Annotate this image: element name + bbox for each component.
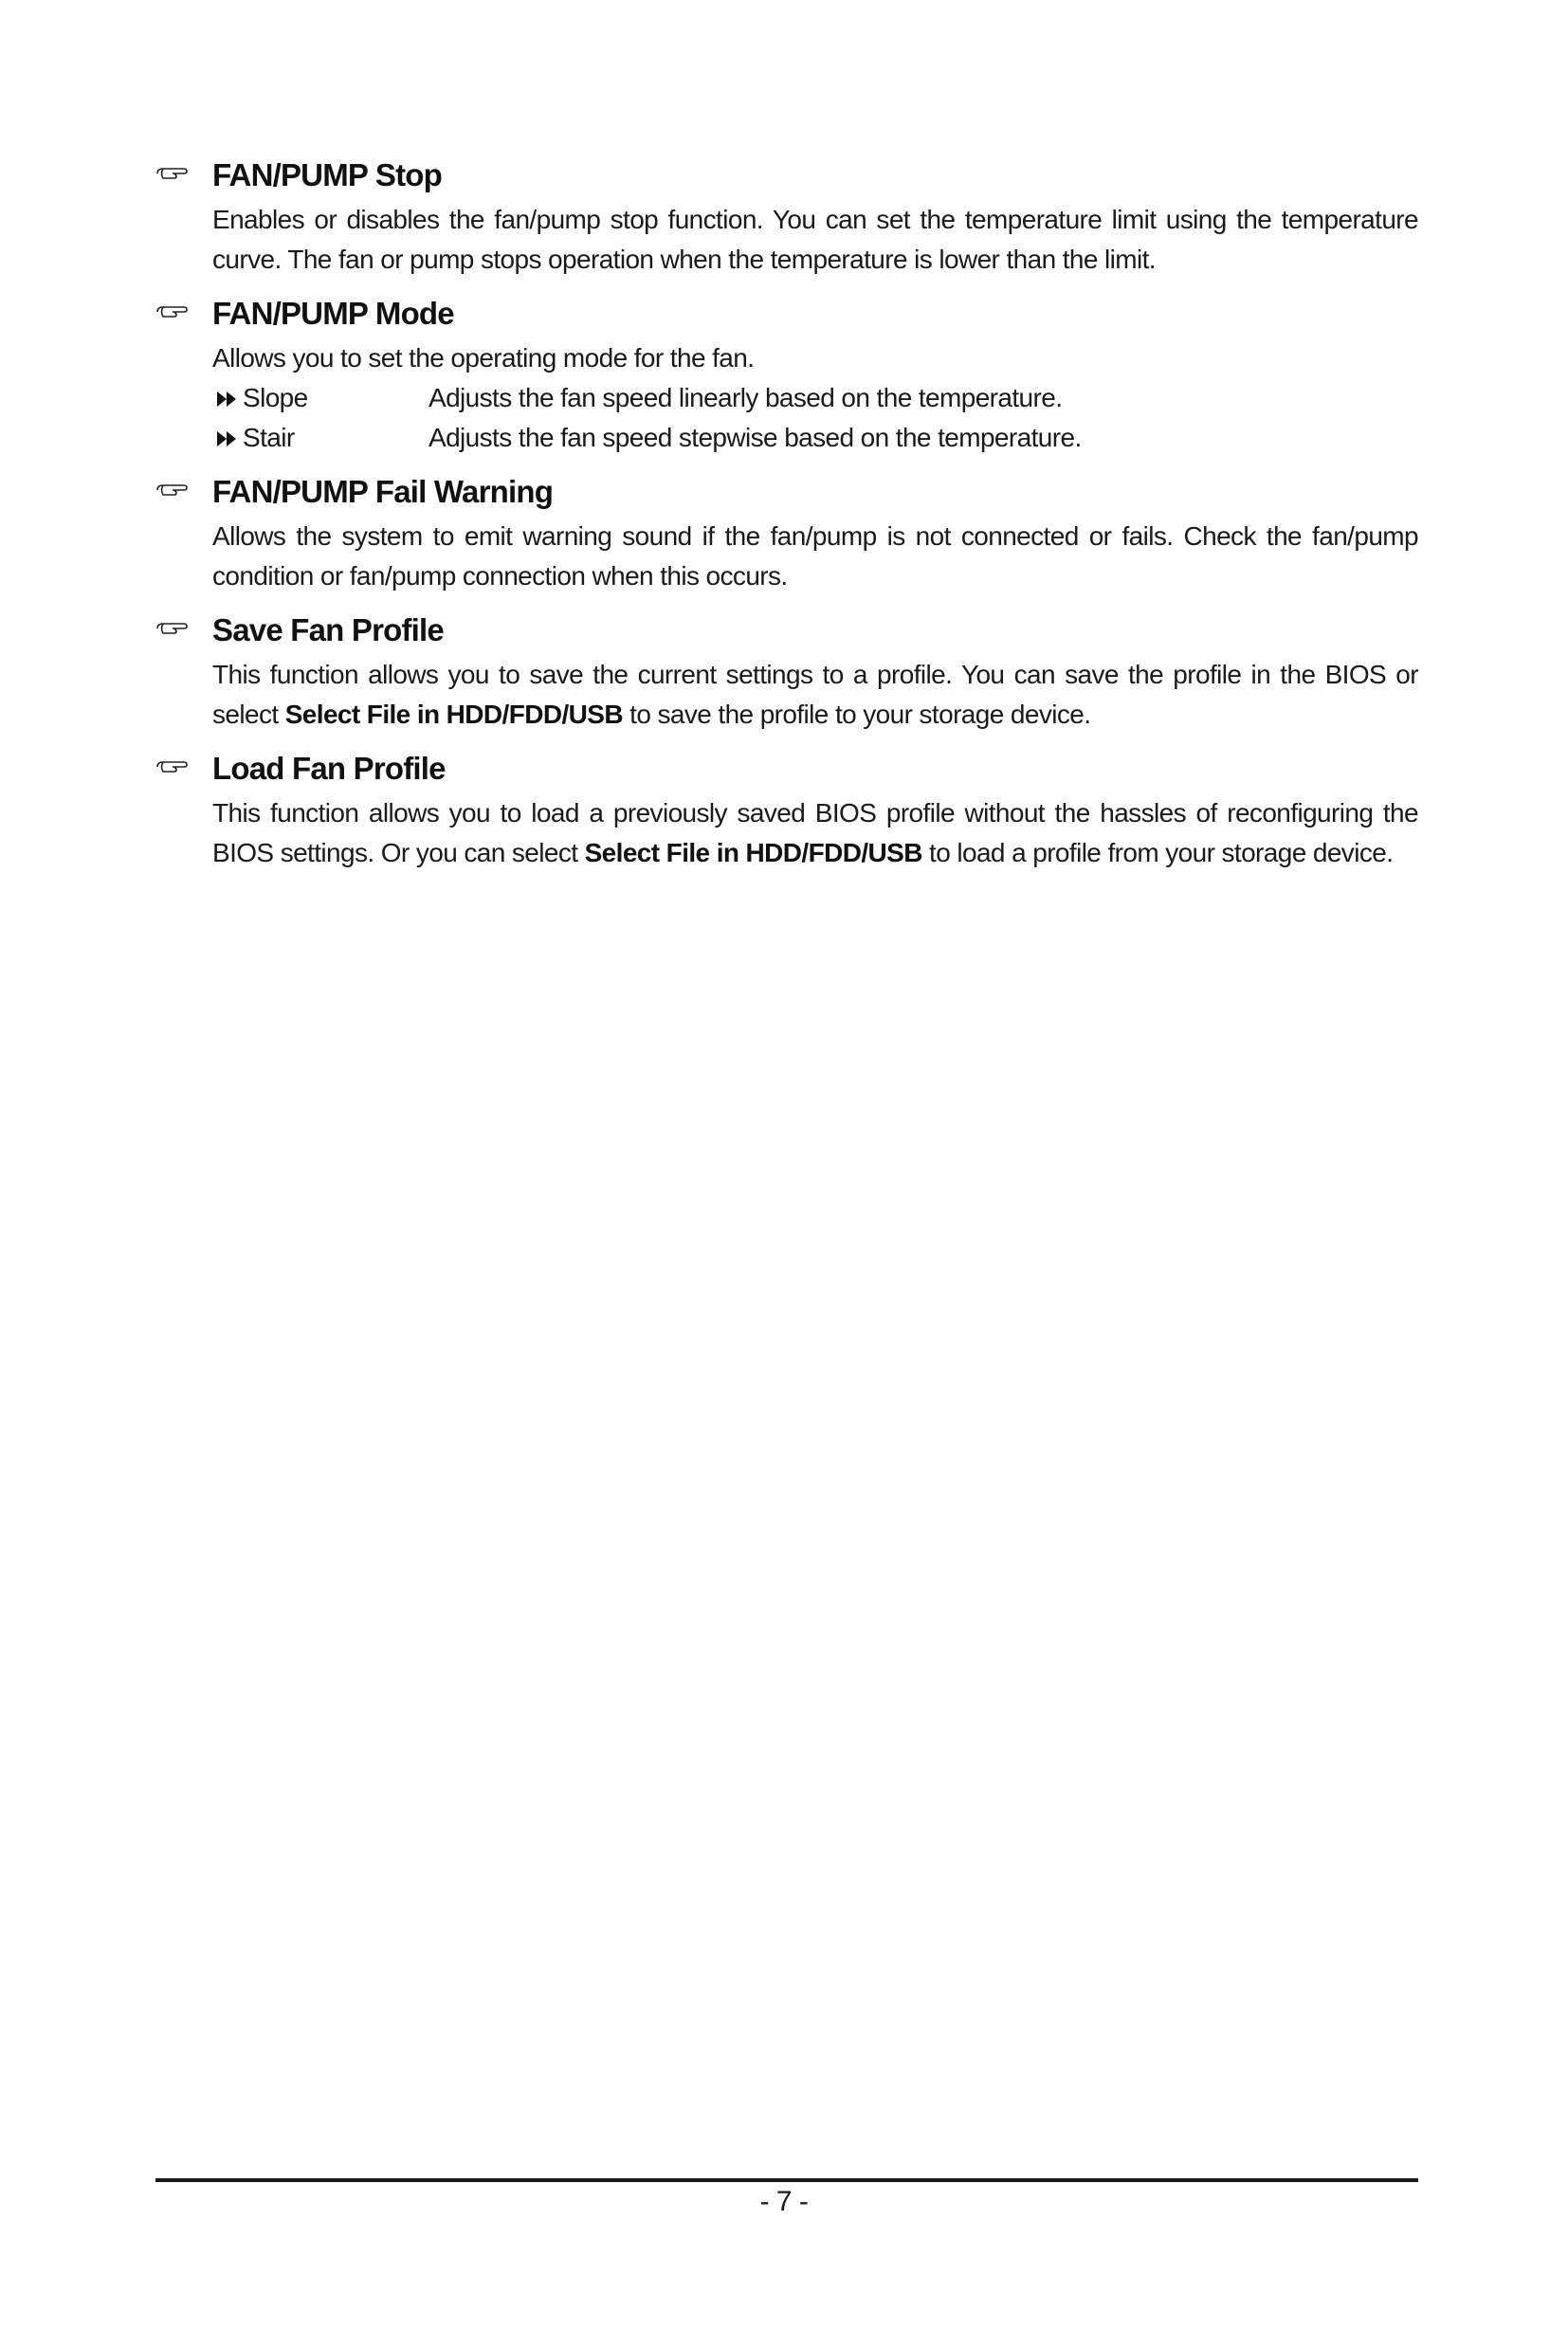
section-save-fan-profile: [155, 610, 1418, 735]
double-arrow-icon: [216, 378, 243, 418]
page-number: - 7 -: [759, 2186, 809, 2217]
section-title: Load Fan Profile: [212, 751, 446, 786]
pointing-hand-icon: [155, 482, 188, 498]
section-paragraph: Allows you to set the operating mode for the fan.: [212, 343, 755, 373]
section-fan-pump-mode: [155, 293, 1418, 458]
option-row-slope: [216, 378, 1418, 418]
section-paragraph: [212, 655, 1418, 735]
section-paragraph: [212, 793, 1418, 873]
section-fan-pump-stop: [155, 155, 1418, 280]
section-paragraph: Allows the system to emit warning sound if the fan/pump is not connected or fails. Check the fan/pump condition or fan/pump connection when this occurs.: [212, 521, 1418, 591]
section-paragraph: Enables or disables the fan/pump stop function. You can set the temperature limit using the temperature curve. The fan or pump stops operation when the temperature is lower than the limit.: [212, 205, 1418, 274]
document-body: [155, 155, 1418, 886]
paragraph-text: to save the profile to your storage device.: [622, 700, 1091, 729]
option-row-stair: [216, 418, 1418, 458]
paragraph-text: to load a profile from your storage device.: [921, 838, 1394, 867]
pointing-hand-icon: [155, 304, 188, 319]
pointing-hand-icon: [155, 621, 188, 636]
section-title: FAN/PUMP Mode: [212, 296, 454, 331]
paragraph-text: This function allows you to load a previously saved BIOS profile without the hassles of reconfiguring the BIOS settings. Or you can select: [212, 798, 1418, 867]
paragraph-bold-term: Select File in HDD/FDD/USB: [584, 838, 922, 867]
option-description: Adjusts the fan speed stepwise based on the temperature.: [428, 423, 1082, 452]
section-load-fan-profile: [155, 748, 1418, 873]
pointing-hand-icon: [155, 759, 188, 774]
pointing-hand-icon: [155, 166, 188, 181]
double-arrow-icon: [216, 418, 243, 458]
option-description: Adjusts the fan speed linearly based on the temperature.: [428, 383, 1063, 412]
paragraph-text: This function allows you to save the current settings to a profile. You can save the profile in the BIOS or select: [212, 660, 1418, 729]
section-fan-pump-fail-warning: [155, 471, 1418, 596]
section-title: FAN/PUMP Fail Warning: [212, 474, 554, 509]
option-name: Slope: [243, 383, 308, 412]
section-title: FAN/PUMP Stop: [212, 157, 442, 192]
paragraph-bold-term: Select File in HDD/FDD/USB: [284, 700, 623, 729]
footer-divider: [155, 2178, 1418, 2182]
section-title: Save Fan Profile: [212, 612, 444, 647]
option-name: Stair: [243, 423, 295, 452]
